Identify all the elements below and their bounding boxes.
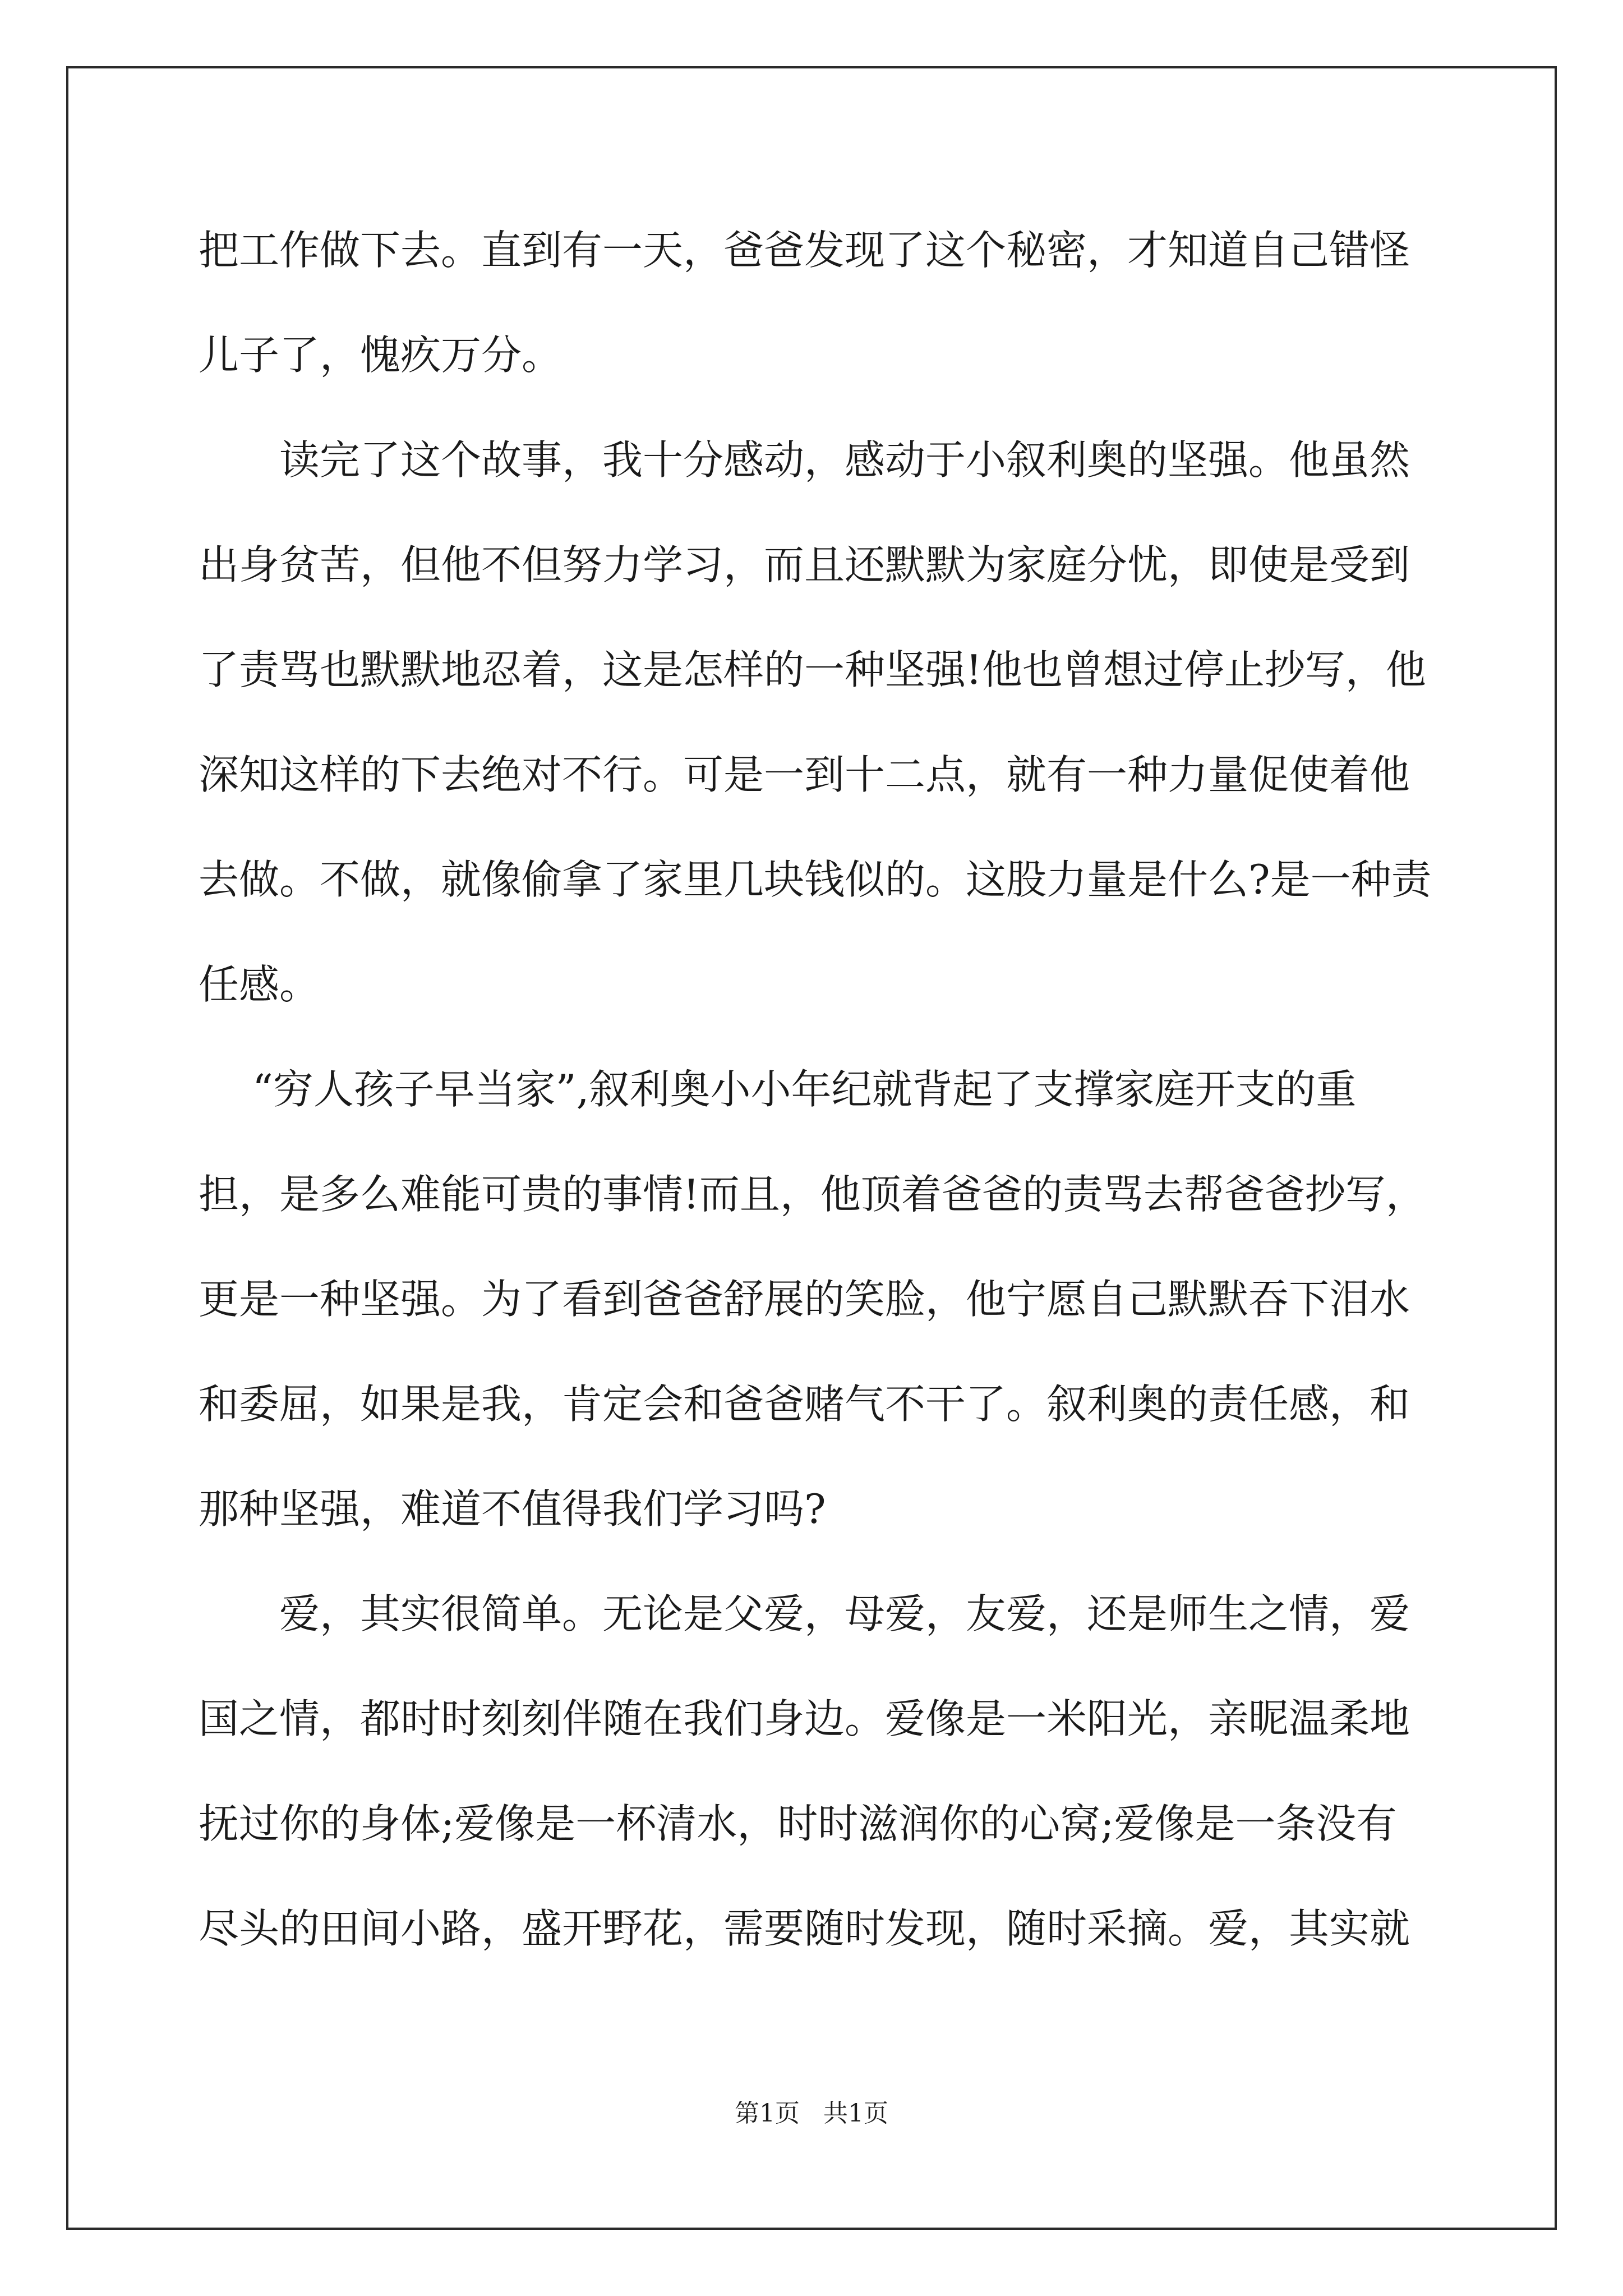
text-line: 去做。不做，就像偷拿了家里几块钱似的。这股力量是什么?是一种责 — [199, 856, 1432, 903]
text-line: 抚过你的身体;爱像是一杯清水，时时滋润你的心窝;爱像是一条没有 — [199, 1800, 1397, 1847]
text-line: 担，是多么难能可贵的事情!而且，他顶着爸爸的责骂去帮爸爸抄写， — [199, 1171, 1426, 1218]
text-line: 儿子了，愧疚万分。 — [199, 332, 562, 379]
text-line: 那种坚强，难道不值得我们学习吗? — [199, 1485, 826, 1533]
text-line: 国之情，都时时刻刻伴随在我们身边。爱像是一米阳光，亲昵温柔地 — [199, 1695, 1410, 1742]
text-line: 了责骂也默默地忍着，这是怎样的一种坚强!他也曾想过停止抄写，他 — [199, 646, 1426, 693]
text-line: 和委屈，如果是我，肯定会和爸爸赌气不干了。叙利奥的责任感，和 — [199, 1381, 1410, 1428]
text-line: 把工作做下去。直到有一天，爸爸发现了这个秘密，才知道自己错怪 — [199, 227, 1410, 274]
paragraph-start-line: 爱，其实很简单。无论是父爱，母爱，友爱，还是师生之情，爱 — [279, 1590, 1410, 1637]
text-line: 深知这样的下去绝对不行。可是一到十二点，就有一种力量促使着他 — [199, 751, 1410, 798]
page-footer: 第1页 共1页 — [735, 2099, 888, 2128]
paragraph-start-line: 读完了这个故事，我十分感动，感动于小叙利奥的坚强。他虽然 — [279, 436, 1410, 484]
text-line: 尽头的田间小路，盛开野花，需要随时发现，随时采摘。爱，其实就 — [199, 1905, 1410, 1952]
text-line: 更是一种坚强。为了看到爸爸舒展的笑脸，他宁愿自己默默吞下泪水 — [199, 1276, 1410, 1323]
text-line: 出身贫苦，但他不但努力学习，而且还默默为家庭分忧，即使是受到 — [199, 541, 1410, 588]
text-line: 任感。 — [199, 961, 320, 1008]
paragraph-start-line: “穷人孩子早当家”,叙利奥小小年纪就背起了支撑家庭开支的重 — [252, 1066, 1357, 1113]
